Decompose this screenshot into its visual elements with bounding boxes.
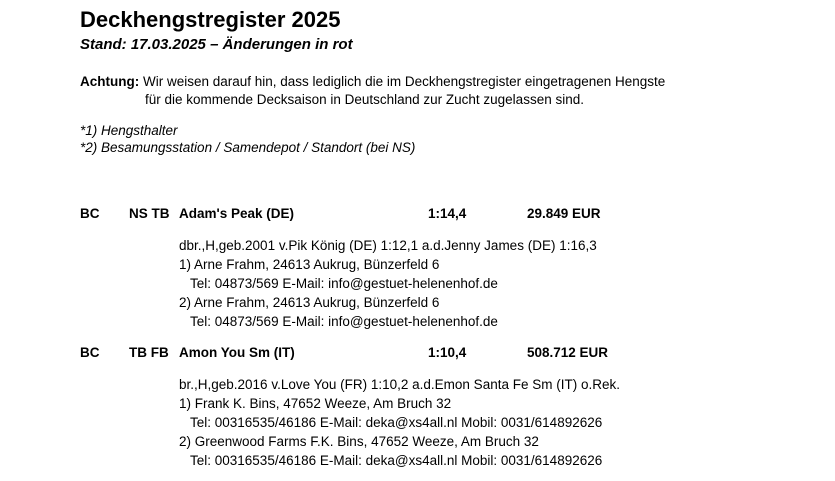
- notice-line-1: [80, 73, 665, 91]
- entry-name: Adam's Peak (DE): [179, 206, 295, 221]
- contact-station-line: 2) Arne Frahm, 24613 Aukrug, Bünzerfeld 6: [179, 295, 440, 310]
- entry-pedigree: br.,H,geb.2016 v.Love You (FR) 1:10,2 a.d.Emon Santa Fe Sm (IT) o.Rek.: [179, 377, 620, 392]
- entry-name: Amon You Sm (IT): [179, 345, 295, 360]
- contact-owner-line: 1) Arne Frahm, 24613 Aukrug, Bünzerfeld 6: [179, 257, 440, 272]
- contact-owner-tel: Tel: 00316535/46186 E-Mail: deka@xs4all.nl Mobil: 0031/614892626: [190, 415, 603, 430]
- contact-owner-line: 1) Frank K. Bins, 47652 Weeze, Am Bruch 32: [179, 396, 452, 411]
- notice-line-2: für die kommende Decksaison in Deutschland zur Zucht zugelassen sind.: [145, 92, 584, 107]
- entry-region: BC: [80, 206, 100, 221]
- entry-details: [179, 236, 800, 331]
- entry-tags: TB FB: [129, 345, 169, 360]
- contact-station-tel: Tel: 04873/569 E-Mail: info@gestuet-helenenhof.de: [190, 314, 498, 329]
- entry-header: [80, 206, 800, 224]
- stallion-entry-adams-peak: [80, 206, 800, 331]
- entry-earnings: 508.712 EUR: [527, 345, 609, 360]
- entry-header: [80, 345, 800, 363]
- entry-record-time: 1:14,4: [428, 206, 467, 221]
- stallion-entry-amon-you-sm: [80, 345, 800, 470]
- page-subtitle: Stand: 17.03.2025 – Änderungen in rot: [80, 36, 353, 53]
- contact-owner-tel: Tel: 04873/569 E-Mail: info@gestuet-helenenhof.de: [190, 276, 498, 291]
- notice-text-1: Wir weisen darauf hin, dass lediglich die im Deckhengstregister eingetragenen Hengste: [139, 74, 666, 89]
- footnotes: [80, 122, 415, 156]
- notice-label: Achtung:: [80, 74, 140, 89]
- entry-earnings: 29.849 EUR: [527, 206, 601, 221]
- entry-pedigree: dbr.,H,geb.2001 v.Pik König (DE) 1:12,1 a.d.Jenny James (DE) 1:16,3: [179, 238, 597, 253]
- footnote-2: *2) Besamungsstation / Samendepot / Standort (bei NS): [80, 140, 416, 155]
- entry-details: [179, 375, 800, 470]
- contact-station-tel: Tel: 00316535/46186 E-Mail: deka@xs4all.nl Mobil: 0031/614892626: [190, 453, 603, 468]
- entry-tags: NS TB: [129, 206, 170, 221]
- entry-record-time: 1:10,4: [428, 345, 467, 360]
- footnote-1: *1) Hengsthalter: [80, 123, 178, 138]
- entry-region: BC: [80, 345, 100, 360]
- contact-station-line: 2) Greenwood Farms F.K. Bins, 47652 Weeze, Am Bruch 32: [179, 434, 539, 449]
- page-title: Deckhengstregister 2025: [80, 7, 341, 32]
- notice-block: [80, 73, 665, 109]
